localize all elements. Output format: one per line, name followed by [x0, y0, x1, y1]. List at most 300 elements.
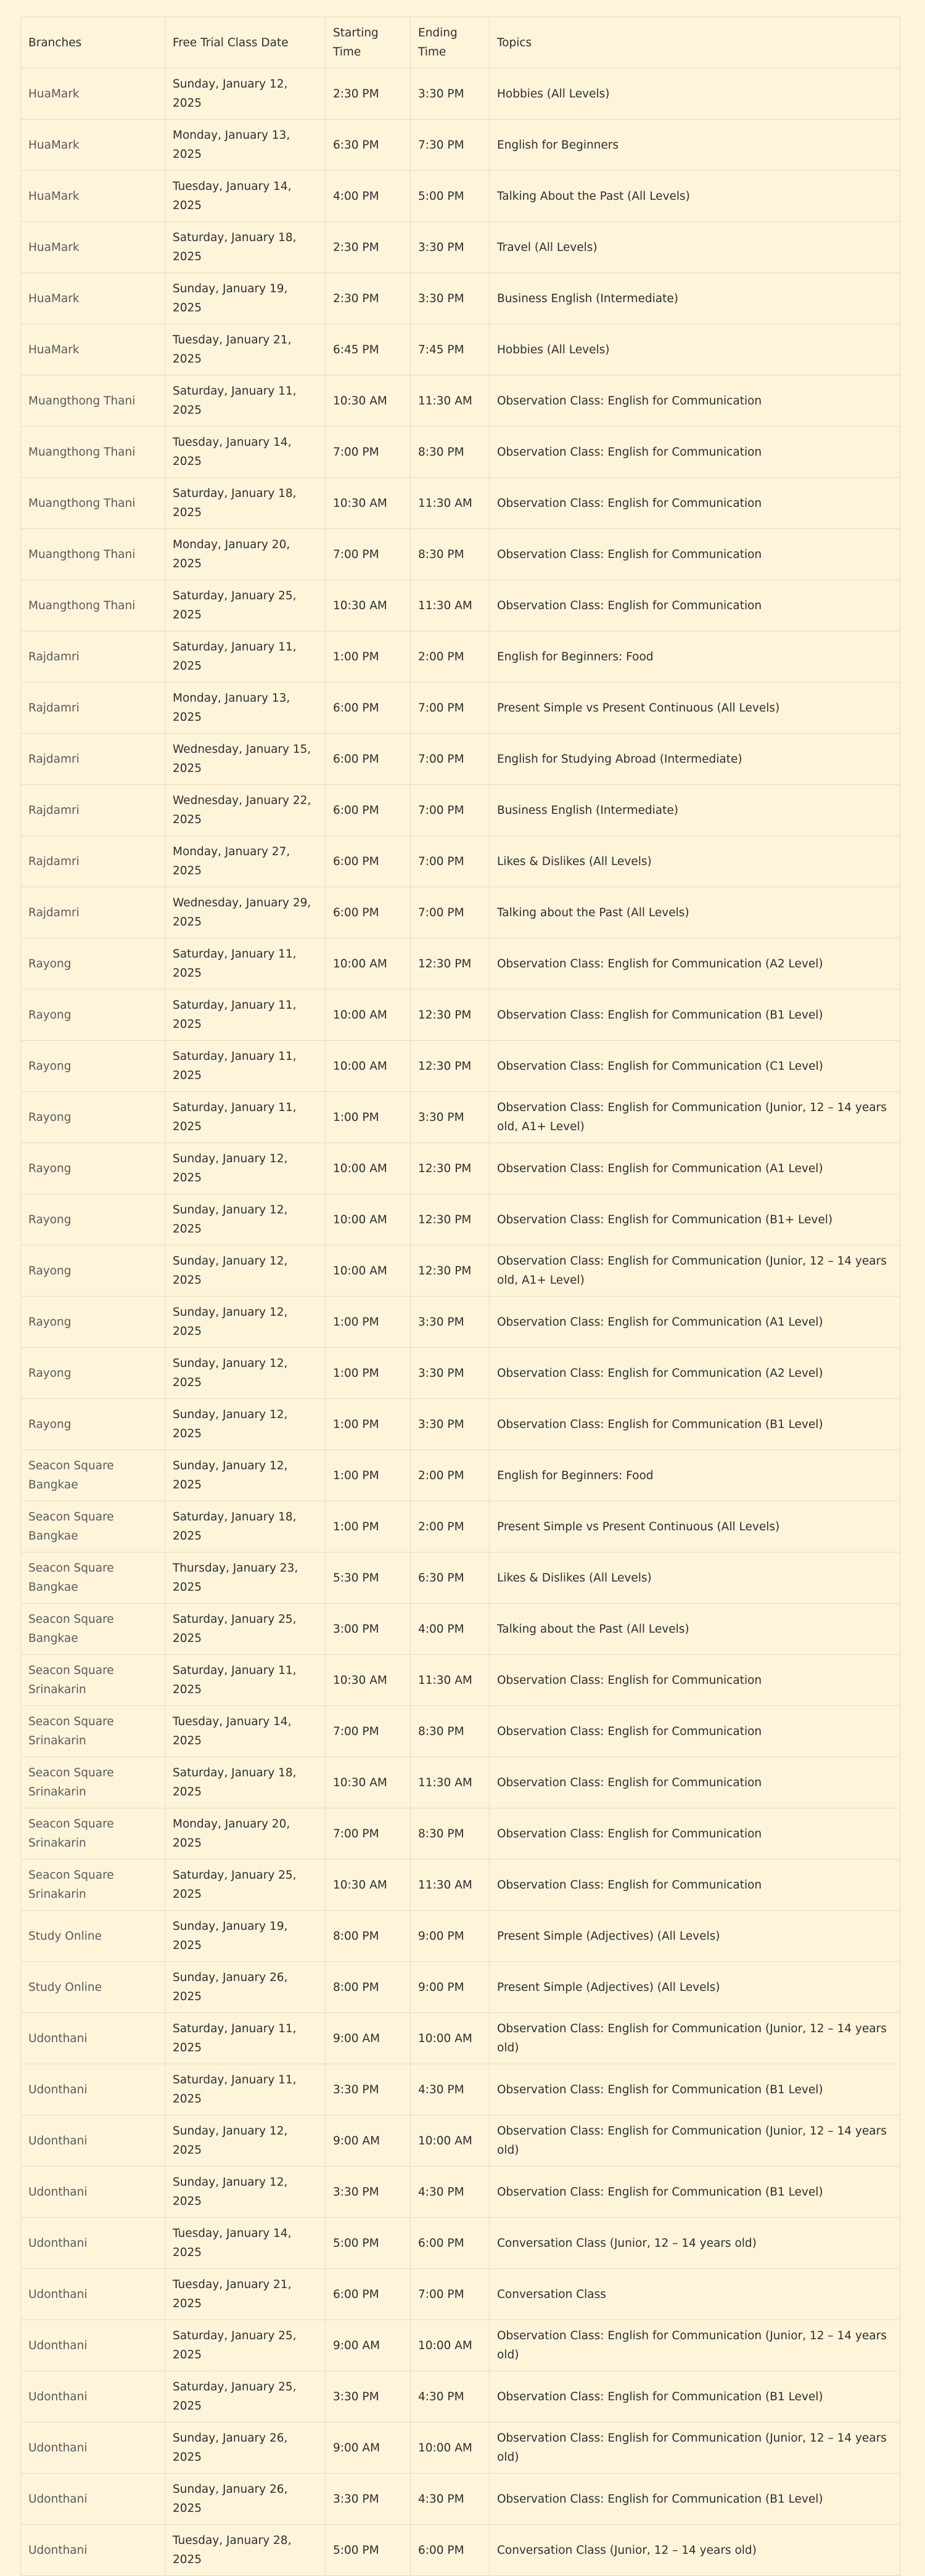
topic-cell: Observation Class: English for Communication	[490, 1860, 900, 1911]
start-time-cell: 1:00 PM	[326, 1092, 411, 1143]
date-cell: Sunday, January 12, 2025	[165, 1245, 326, 1297]
start-time-cell: 7:00 PM	[326, 529, 411, 580]
start-time-cell: 5:00 PM	[326, 2525, 411, 2576]
table-row	[21, 1348, 900, 1399]
start-time-cell: 6:30 PM	[326, 120, 411, 171]
table-header	[21, 17, 900, 68]
topic-cell: Likes & Dislikes (All Levels)	[490, 836, 900, 887]
branch-cell: Seacon Square Bangkae	[21, 1450, 165, 1501]
branch-cell: Study Online	[21, 1911, 165, 1962]
date-cell: Thursday, January 23, 2025	[165, 1553, 326, 1604]
end-time-cell: 10:00 AM	[411, 2422, 490, 2474]
date-cell: Saturday, January 25, 2025	[165, 1860, 326, 1911]
end-time-cell: 7:30 PM	[411, 120, 490, 171]
topic-cell: Observation Class: English for Communication (Junior, 12 – 14 years old)	[490, 2320, 900, 2371]
table-body	[21, 68, 900, 2576]
topic-cell: Business English (Intermediate)	[490, 785, 900, 836]
table-row	[21, 2167, 900, 2218]
topic-cell: Observation Class: English for Communication	[490, 529, 900, 580]
start-time-cell: 6:00 PM	[326, 2269, 411, 2320]
date-cell: Sunday, January 12, 2025	[165, 2167, 326, 2218]
table-row	[21, 2371, 900, 2422]
branch-cell: HuaMark	[21, 324, 165, 375]
table-row	[21, 1860, 900, 1911]
topic-cell: Likes & Dislikes (All Levels)	[490, 1553, 900, 1604]
date-cell: Sunday, January 12, 2025	[165, 1194, 326, 1245]
topic-cell: Conversation Class	[490, 2269, 900, 2320]
topic-cell: Observation Class: English for Communication (B1 Level)	[490, 990, 900, 1041]
topic-cell: Observation Class: English for Communication (Junior, 12 – 14 years old)	[490, 2013, 900, 2064]
date-cell: Tuesday, January 14, 2025	[165, 171, 326, 222]
topic-cell: Observation Class: English for Communication (A1 Level)	[490, 1143, 900, 1194]
end-time-cell: 7:45 PM	[411, 324, 490, 375]
date-cell: Tuesday, January 14, 2025	[165, 427, 326, 478]
start-time-cell: 1:00 PM	[326, 1501, 411, 1553]
topic-cell: Observation Class: English for Communication (A1 Level)	[490, 1297, 900, 1348]
end-time-cell: 7:00 PM	[411, 2269, 490, 2320]
end-time-cell: 3:30 PM	[411, 273, 490, 324]
table-row	[21, 375, 900, 427]
table-row	[21, 631, 900, 683]
end-time-cell: 12:30 PM	[411, 1194, 490, 1245]
table-row	[21, 785, 900, 836]
end-time-cell: 7:00 PM	[411, 683, 490, 734]
branch-cell: Udonthani	[21, 2218, 165, 2269]
branch-cell: HuaMark	[21, 222, 165, 273]
table-row	[21, 990, 900, 1041]
topic-cell: Observation Class: English for Communication (Junior, 12 – 14 years old, A1+ Level)	[490, 1245, 900, 1297]
branch-cell: Rayong	[21, 1399, 165, 1450]
date-cell: Saturday, January 11, 2025	[165, 2064, 326, 2115]
branch-cell: Udonthani	[21, 2064, 165, 2115]
end-time-cell: 2:00 PM	[411, 1450, 490, 1501]
branch-cell: Muangthong Thani	[21, 580, 165, 631]
start-time-cell: 10:00 AM	[326, 1194, 411, 1245]
end-time-cell: 7:00 PM	[411, 734, 490, 785]
end-time-cell: 2:00 PM	[411, 1501, 490, 1553]
date-cell: Sunday, January 26, 2025	[165, 2422, 326, 2474]
topic-cell: Hobbies (All Levels)	[490, 324, 900, 375]
end-time-cell: 9:00 PM	[411, 1962, 490, 2013]
table-row	[21, 2013, 900, 2064]
date-cell: Saturday, January 11, 2025	[165, 1041, 326, 1092]
date-cell: Saturday, January 18, 2025	[165, 222, 326, 273]
topic-cell: Observation Class: English for Communication (B1 Level)	[490, 2064, 900, 2115]
start-time-cell: 10:30 AM	[326, 1655, 411, 1706]
end-time-cell: 11:30 AM	[411, 1757, 490, 1808]
table-row	[21, 2422, 900, 2474]
table-row	[21, 2320, 900, 2371]
end-time-cell: 7:00 PM	[411, 785, 490, 836]
topic-cell: Conversation Class (Junior, 12 – 14 years old)	[490, 2525, 900, 2576]
start-time-cell: 10:00 AM	[326, 1245, 411, 1297]
table-row	[21, 1808, 900, 1860]
table-row	[21, 273, 900, 324]
table-row	[21, 427, 900, 478]
branch-cell: Seacon Square Bangkae	[21, 1501, 165, 1553]
date-cell: Wednesday, January 15, 2025	[165, 734, 326, 785]
end-time-cell: 3:30 PM	[411, 1092, 490, 1143]
branch-cell: Seacon Square Srinakarin	[21, 1757, 165, 1808]
table-row	[21, 683, 900, 734]
start-time-cell: 1:00 PM	[326, 631, 411, 683]
start-time-cell: 10:30 AM	[326, 478, 411, 529]
header-topics: Topics	[490, 17, 900, 68]
branch-cell: Seacon Square Srinakarin	[21, 1706, 165, 1757]
topic-cell: Observation Class: English for Communication	[490, 375, 900, 427]
start-time-cell: 2:30 PM	[326, 222, 411, 273]
start-time-cell: 10:30 AM	[326, 375, 411, 427]
topic-cell: English for Beginners	[490, 120, 900, 171]
end-time-cell: 12:30 PM	[411, 938, 490, 990]
end-time-cell: 8:30 PM	[411, 1706, 490, 1757]
end-time-cell: 11:30 AM	[411, 1860, 490, 1911]
trial-class-schedule-table	[20, 17, 900, 2576]
date-cell: Sunday, January 12, 2025	[165, 1450, 326, 1501]
start-time-cell: 3:30 PM	[326, 2167, 411, 2218]
start-time-cell: 10:30 AM	[326, 1860, 411, 1911]
start-time-cell: 10:00 AM	[326, 990, 411, 1041]
start-time-cell: 9:00 AM	[326, 2320, 411, 2371]
date-cell: Saturday, January 25, 2025	[165, 2371, 326, 2422]
date-cell: Sunday, January 12, 2025	[165, 1297, 326, 1348]
start-time-cell: 2:30 PM	[326, 273, 411, 324]
start-time-cell: 6:00 PM	[326, 683, 411, 734]
topic-cell: Observation Class: English for Communication	[490, 427, 900, 478]
end-time-cell: 8:30 PM	[411, 427, 490, 478]
start-time-cell: 6:00 PM	[326, 887, 411, 938]
branch-cell: Rayong	[21, 1143, 165, 1194]
branch-cell: HuaMark	[21, 171, 165, 222]
branch-cell: Rayong	[21, 1092, 165, 1143]
start-time-cell: 3:30 PM	[326, 2474, 411, 2525]
end-time-cell: 3:30 PM	[411, 222, 490, 273]
topic-cell: Travel (All Levels)	[490, 222, 900, 273]
branch-cell: Muangthong Thani	[21, 478, 165, 529]
date-cell: Saturday, January 11, 2025	[165, 1092, 326, 1143]
end-time-cell: 4:30 PM	[411, 2064, 490, 2115]
end-time-cell: 4:30 PM	[411, 2474, 490, 2525]
end-time-cell: 3:30 PM	[411, 1297, 490, 1348]
branch-cell: Seacon Square Bangkae	[21, 1553, 165, 1604]
topic-cell: Observation Class: English for Communication (A2 Level)	[490, 938, 900, 990]
topic-cell: Observation Class: English for Communication (A2 Level)	[490, 1348, 900, 1399]
date-cell: Saturday, January 25, 2025	[165, 1604, 326, 1655]
end-time-cell: 11:30 AM	[411, 478, 490, 529]
topic-cell: Talking about the Past (All Levels)	[490, 1604, 900, 1655]
end-time-cell: 5:00 PM	[411, 171, 490, 222]
table-row	[21, 1450, 900, 1501]
topic-cell: Observation Class: English for Communication (B1 Level)	[490, 2167, 900, 2218]
branch-cell: Udonthani	[21, 2371, 165, 2422]
date-cell: Wednesday, January 29, 2025	[165, 887, 326, 938]
date-cell: Saturday, January 18, 2025	[165, 478, 326, 529]
end-time-cell: 8:30 PM	[411, 1808, 490, 1860]
branch-cell: Seacon Square Srinakarin	[21, 1808, 165, 1860]
branch-cell: Muangthong Thani	[21, 529, 165, 580]
start-time-cell: 1:00 PM	[326, 1297, 411, 1348]
header-row	[21, 17, 900, 68]
table-row	[21, 171, 900, 222]
table-row	[21, 1501, 900, 1553]
branch-cell: Rajdamri	[21, 785, 165, 836]
start-time-cell: 1:00 PM	[326, 1399, 411, 1450]
start-time-cell: 7:00 PM	[326, 427, 411, 478]
topic-cell: Observation Class: English for Communication (B1+ Level)	[490, 1194, 900, 1245]
end-time-cell: 10:00 AM	[411, 2320, 490, 2371]
end-time-cell: 8:30 PM	[411, 529, 490, 580]
branch-cell: Rayong	[21, 938, 165, 990]
end-time-cell: 10:00 AM	[411, 2013, 490, 2064]
branch-cell: Muangthong Thani	[21, 375, 165, 427]
branch-cell: Seacon Square Srinakarin	[21, 1860, 165, 1911]
topic-cell: Observation Class: English for Communication (B1 Level)	[490, 2474, 900, 2525]
topic-cell: Business English (Intermediate)	[490, 273, 900, 324]
branch-cell: Study Online	[21, 1962, 165, 2013]
start-time-cell: 3:00 PM	[326, 1604, 411, 1655]
date-cell: Tuesday, January 21, 2025	[165, 2269, 326, 2320]
start-time-cell: 1:00 PM	[326, 1450, 411, 1501]
date-cell: Sunday, January 26, 2025	[165, 2474, 326, 2525]
date-cell: Tuesday, January 21, 2025	[165, 324, 326, 375]
date-cell: Saturday, January 25, 2025	[165, 580, 326, 631]
start-time-cell: 6:00 PM	[326, 734, 411, 785]
table-row	[21, 120, 900, 171]
start-time-cell: 5:30 PM	[326, 1553, 411, 1604]
date-cell: Tuesday, January 28, 2025	[165, 2525, 326, 2576]
branch-cell: Udonthani	[21, 2320, 165, 2371]
topic-cell: Present Simple (Adjectives) (All Levels)	[490, 1962, 900, 2013]
branch-cell: Rayong	[21, 1245, 165, 1297]
branch-cell: Udonthani	[21, 2422, 165, 2474]
branch-cell: Rajdamri	[21, 631, 165, 683]
start-time-cell: 10:30 AM	[326, 580, 411, 631]
start-time-cell: 8:00 PM	[326, 1911, 411, 1962]
branch-cell: Udonthani	[21, 2167, 165, 2218]
date-cell: Saturday, January 18, 2025	[165, 1501, 326, 1553]
branch-cell: Rajdamri	[21, 683, 165, 734]
table-row	[21, 2269, 900, 2320]
date-cell: Monday, January 13, 2025	[165, 683, 326, 734]
start-time-cell: 10:00 AM	[326, 1143, 411, 1194]
topic-cell: Observation Class: English for Communication	[490, 580, 900, 631]
start-time-cell: 6:45 PM	[326, 324, 411, 375]
topic-cell: Observation Class: English for Communication	[490, 478, 900, 529]
table-row	[21, 1706, 900, 1757]
end-time-cell: 7:00 PM	[411, 836, 490, 887]
branch-cell: Rajdamri	[21, 734, 165, 785]
table-row	[21, 1757, 900, 1808]
date-cell: Saturday, January 11, 2025	[165, 375, 326, 427]
start-time-cell: 8:00 PM	[326, 1962, 411, 2013]
branch-cell: Rajdamri	[21, 887, 165, 938]
table-row	[21, 1962, 900, 2013]
topic-cell: English for Beginners: Food	[490, 631, 900, 683]
start-time-cell: 7:00 PM	[326, 1706, 411, 1757]
end-time-cell: 12:30 PM	[411, 1041, 490, 1092]
end-time-cell: 3:30 PM	[411, 68, 490, 120]
branch-cell: Udonthani	[21, 2013, 165, 2064]
header-branches: Branches	[21, 17, 165, 68]
table-row	[21, 2115, 900, 2167]
topic-cell: English for Studying Abroad (Intermediate)	[490, 734, 900, 785]
date-cell: Saturday, January 11, 2025	[165, 938, 326, 990]
end-time-cell: 7:00 PM	[411, 887, 490, 938]
table-row	[21, 1604, 900, 1655]
date-cell: Saturday, January 25, 2025	[165, 2320, 326, 2371]
topic-cell: English for Beginners: Food	[490, 1450, 900, 1501]
topic-cell: Observation Class: English for Communication (B1 Level)	[490, 1399, 900, 1450]
start-time-cell: 5:00 PM	[326, 2218, 411, 2269]
date-cell: Sunday, January 12, 2025	[165, 1143, 326, 1194]
table-row	[21, 324, 900, 375]
end-time-cell: 9:00 PM	[411, 1911, 490, 1962]
table-row	[21, 68, 900, 120]
table-row	[21, 529, 900, 580]
date-cell: Monday, January 20, 2025	[165, 529, 326, 580]
branch-cell: Udonthani	[21, 2474, 165, 2525]
start-time-cell: 6:00 PM	[326, 785, 411, 836]
date-cell: Sunday, January 19, 2025	[165, 273, 326, 324]
end-time-cell: 11:30 AM	[411, 580, 490, 631]
table-row	[21, 938, 900, 990]
topic-cell: Present Simple (Adjectives) (All Levels)	[490, 1911, 900, 1962]
date-cell: Saturday, January 18, 2025	[165, 1757, 326, 1808]
table-row	[21, 1399, 900, 1450]
branch-cell: Rajdamri	[21, 836, 165, 887]
end-time-cell: 12:30 PM	[411, 990, 490, 1041]
branch-cell: Udonthani	[21, 2115, 165, 2167]
topic-cell: Hobbies (All Levels)	[490, 68, 900, 120]
table-row	[21, 1143, 900, 1194]
topic-cell: Observation Class: English for Communication	[490, 1706, 900, 1757]
table-row	[21, 580, 900, 631]
branch-cell: Udonthani	[21, 2525, 165, 2576]
date-cell: Tuesday, January 14, 2025	[165, 2218, 326, 2269]
table-row	[21, 2064, 900, 2115]
date-cell: Sunday, January 12, 2025	[165, 68, 326, 120]
topic-cell: Observation Class: English for Communication	[490, 1757, 900, 1808]
topic-cell: Observation Class: English for Communication (B1 Level)	[490, 2371, 900, 2422]
branch-cell: Rayong	[21, 990, 165, 1041]
start-time-cell: 9:00 AM	[326, 2115, 411, 2167]
end-time-cell: 2:00 PM	[411, 631, 490, 683]
date-cell: Sunday, January 26, 2025	[165, 1962, 326, 2013]
header-trial-date: Free Trial Class Date	[165, 17, 326, 68]
table-row	[21, 2474, 900, 2525]
topic-cell: Present Simple vs Present Continuous (All Levels)	[490, 683, 900, 734]
end-time-cell: 6:00 PM	[411, 2218, 490, 2269]
table-row	[21, 734, 900, 785]
branch-cell: Rayong	[21, 1297, 165, 1348]
header-starting-time: Starting Time	[326, 17, 411, 68]
table-row	[21, 222, 900, 273]
branch-cell: HuaMark	[21, 273, 165, 324]
end-time-cell: 4:30 PM	[411, 2371, 490, 2422]
start-time-cell: 1:00 PM	[326, 1348, 411, 1399]
header-ending-time: Ending Time	[411, 17, 490, 68]
topic-cell: Talking About the Past (All Levels)	[490, 171, 900, 222]
table-row	[21, 2525, 900, 2576]
date-cell: Sunday, January 19, 2025	[165, 1911, 326, 1962]
end-time-cell: 11:30 AM	[411, 375, 490, 427]
start-time-cell: 10:00 AM	[326, 938, 411, 990]
topic-cell: Talking about the Past (All Levels)	[490, 887, 900, 938]
start-time-cell: 9:00 AM	[326, 2013, 411, 2064]
branch-cell: HuaMark	[21, 120, 165, 171]
branch-cell: Seacon Square Srinakarin	[21, 1655, 165, 1706]
end-time-cell: 10:00 AM	[411, 2115, 490, 2167]
topic-cell: Observation Class: English for Communication (C1 Level)	[490, 1041, 900, 1092]
topic-cell: Observation Class: English for Communication	[490, 1655, 900, 1706]
table-row	[21, 836, 900, 887]
end-time-cell: 12:30 PM	[411, 1143, 490, 1194]
date-cell: Saturday, January 11, 2025	[165, 2013, 326, 2064]
topic-cell: Observation Class: English for Communication (Junior, 12 – 14 years old, A1+ Level)	[490, 1092, 900, 1143]
table-row	[21, 1092, 900, 1143]
start-time-cell: 7:00 PM	[326, 1808, 411, 1860]
start-time-cell: 9:00 AM	[326, 2422, 411, 2474]
start-time-cell: 10:00 AM	[326, 1041, 411, 1092]
table-row	[21, 887, 900, 938]
table-row	[21, 1297, 900, 1348]
end-time-cell: 3:30 PM	[411, 1399, 490, 1450]
topic-cell: Observation Class: English for Communication (Junior, 12 – 14 years old)	[490, 2115, 900, 2167]
table-row	[21, 1655, 900, 1706]
table-row	[21, 2218, 900, 2269]
table-row	[21, 478, 900, 529]
table-row	[21, 1041, 900, 1092]
date-cell: Monday, January 13, 2025	[165, 120, 326, 171]
branch-cell: Muangthong Thani	[21, 427, 165, 478]
start-time-cell: 3:30 PM	[326, 2064, 411, 2115]
date-cell: Saturday, January 11, 2025	[165, 631, 326, 683]
end-time-cell: 3:30 PM	[411, 1348, 490, 1399]
topic-cell: Observation Class: English for Communication	[490, 1808, 900, 1860]
date-cell: Monday, January 20, 2025	[165, 1808, 326, 1860]
topic-cell: Observation Class: English for Communication (Junior, 12 – 14 years old)	[490, 2422, 900, 2474]
date-cell: Sunday, January 12, 2025	[165, 1348, 326, 1399]
branch-cell: Rayong	[21, 1194, 165, 1245]
start-time-cell: 4:00 PM	[326, 171, 411, 222]
start-time-cell: 3:30 PM	[326, 2371, 411, 2422]
date-cell: Sunday, January 12, 2025	[165, 2115, 326, 2167]
table-row	[21, 1911, 900, 1962]
branch-cell: Rayong	[21, 1348, 165, 1399]
branch-cell: Rayong	[21, 1041, 165, 1092]
table-row	[21, 1245, 900, 1297]
start-time-cell: 2:30 PM	[326, 68, 411, 120]
date-cell: Wednesday, January 22, 2025	[165, 785, 326, 836]
branch-cell: Udonthani	[21, 2269, 165, 2320]
branch-cell: Seacon Square Bangkae	[21, 1604, 165, 1655]
start-time-cell: 10:30 AM	[326, 1757, 411, 1808]
topic-cell: Present Simple vs Present Continuous (All Levels)	[490, 1501, 900, 1553]
date-cell: Tuesday, January 14, 2025	[165, 1706, 326, 1757]
date-cell: Saturday, January 11, 2025	[165, 990, 326, 1041]
topic-cell: Conversation Class (Junior, 12 – 14 years old)	[490, 2218, 900, 2269]
table-row	[21, 1553, 900, 1604]
table-row	[21, 1194, 900, 1245]
date-cell: Monday, January 27, 2025	[165, 836, 326, 887]
end-time-cell: 11:30 AM	[411, 1655, 490, 1706]
end-time-cell: 4:00 PM	[411, 1604, 490, 1655]
end-time-cell: 6:00 PM	[411, 2525, 490, 2576]
end-time-cell: 12:30 PM	[411, 1245, 490, 1297]
start-time-cell: 6:00 PM	[326, 836, 411, 887]
branch-cell: HuaMark	[21, 68, 165, 120]
end-time-cell: 4:30 PM	[411, 2167, 490, 2218]
